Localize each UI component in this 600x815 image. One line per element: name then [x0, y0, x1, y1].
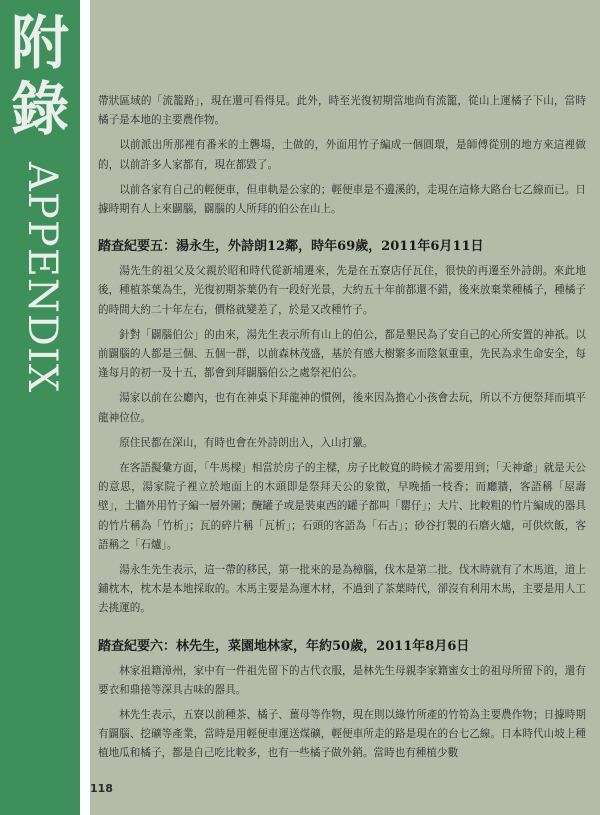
appendix-sidebar	[0, 0, 80, 815]
section-5-paragraph-1: 湯先生的祖父及父親於昭和時代從新埔遷來，先是在五寮店仔瓦住，很快的再遷至外詩朗。來此地後，種植茶葉為生，光復初期茶葉仍有一段好光景，大約五十年前都還不錯，後來放棄業種橘子，種橘子的時間大約二十年左右，價格就變差了，於是又改種竹子。	[98, 265, 586, 316]
sidebar-divider-stripe	[80, 0, 90, 815]
section-5-heading: 踏查紀要五：湯永生，外詩朗12鄰，時年69歲，2011年6月11日	[98, 239, 484, 255]
page-number: 118	[90, 782, 113, 795]
appendix-title-char-1: 附	[10, 9, 69, 77]
section-6-paragraph-1: 林家祖籍漳州，家中有一件祖先留下的古代衣服，是林先生母親李家籍蜜女士的祖母所留下的，還有要衣和鼎捲等深具古味的器具。	[98, 664, 586, 696]
section-5-paragraph-5: 在客語擬彙方面，「牛馬樑」相當於房子的主樑，房子比較寬的時候才需要用到；「天神爺」就是天公的意思，湯家院子裡立於地面上的木頭即是祭拜天公的象徵，早晚插一枝香；而廳牆，客語稱「屋壽壁」，土牆外用竹子編一層外圍；醃罐子或是裝東西的罐子都叫「罌仔」；大片、比較粗的竹片編成的器具的竹片稱為「竹析」；瓦的碎片稱「瓦析」；石頭的客語為「石古」；砂谷打製的石磨火爐，可供炊飯，客語稱之「石爐」。	[98, 462, 586, 551]
section-5-paragraph-4: 原住民都在深山，有時也會在外詩朗出入，入山打獵。	[119, 436, 374, 449]
section-6-paragraph-2: 林先生表示，五寮以前種茶、橘子、薑母等作物，現在則以綠竹所產的竹筍為主要農作物；日據時期有闢腦、挖礦等產業，當時是用輕便車運送煤礦，輕便車所走的路是現在的台七乙線。日本時代山坡上種植地瓜和橘子，都是自己吃比較多，也有一些橘子做外銷。當時也有種植少數	[98, 709, 586, 760]
appendix-title-char-2: 錄	[10, 75, 69, 143]
intro-paragraph-1: 帶狀區域的「流籠路」，現在還可看得見。此外，時至光復初期當地尚有流籠，從山上運橘子下山，當時橘子是本地的主要農作物。	[98, 95, 586, 127]
section-5-paragraph-6: 湯永生先生表示，這一帶的移民，第一批來的是為樟腦，伐木是第二批。伐木時就有了木馬道，道上鋪枕木，枕木是本地採取的。木馬主要是為運木材，不過到了茶葉時代，卻沒有利用木馬，主要是用人工去挑運的。	[98, 564, 586, 615]
appendix-subtitle: APPENDIX	[19, 162, 65, 394]
section-5-paragraph-2: 針對「闢腦伯公」的由來，湯先生表示所有山上的伯公，都是墾民為了安自己的心所安置的神祇。以前闢腦的人都是三個、五個一群，以前森林茂盛，基於有感大樹繁多而陰氣重重，先民為求生命安全，每逢每月的初一及十五，都會到拜闢腦伯公之處祭祀伯公。	[98, 328, 586, 380]
section-5-paragraph-3: 湯家以前在公廳內，也有在神桌下拜龍神的慣例，後來因為擔心小孩會去玩，所以不方便祭拜而填平龍神位位。	[98, 392, 586, 424]
intro-paragraph-2: 以前派出所那裡有番米的土礱場，土做的，外面用竹子編成一個圓環，是師傅從別的地方來這裡做的，以前許多人家都有，現在都毀了。	[98, 139, 586, 171]
intro-paragraph-3: 以前各家有自己的輕便車，但車軌是公家的；輕便車是不邊溪的，走現在這條大路台七乙線而已。日據時期有人上來闢腦，闢腦的人所拜的伯公在山上。	[98, 183, 586, 216]
content-panel	[90, 0, 600, 815]
section-6-heading: 踏查紀要六：林先生，菜園地林家，年約50歲，2011年8月6日	[98, 638, 470, 654]
article-body	[98, 92, 586, 770]
